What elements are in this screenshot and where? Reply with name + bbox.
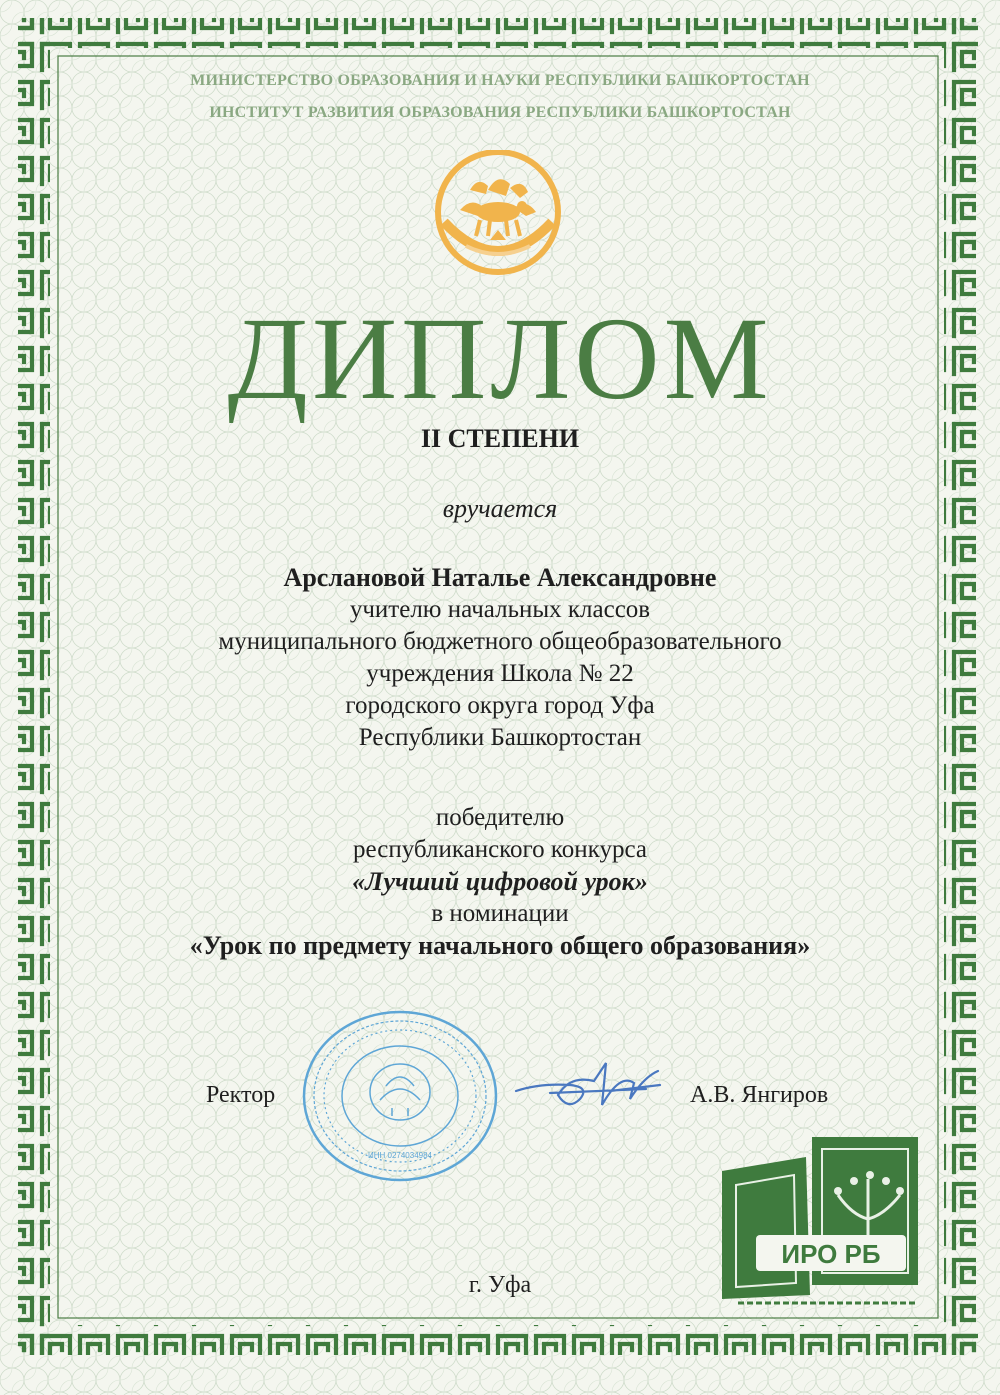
- signer-position: Ректор: [206, 1082, 276, 1108]
- diploma-title: ДИПЛОМ: [227, 293, 773, 424]
- signer-name: А.В. Янгиров: [690, 1082, 829, 1108]
- official-seal-icon: [300, 1008, 500, 1184]
- recipient-line: Республики Башкортостан: [358, 724, 642, 751]
- contest-label: республиканского конкурса: [353, 836, 647, 863]
- signature-icon: [510, 1055, 670, 1120]
- coat-of-arms-icon: [430, 150, 566, 280]
- recipient-line: муниципального бюджетного общеобразовательного: [218, 628, 782, 655]
- recipient-line: городского округа город Уфа: [345, 692, 655, 719]
- degree: II СТЕПЕНИ: [420, 424, 580, 453]
- nomination-intro: в номинации: [431, 900, 569, 927]
- institute-header: ИНСТИТУТ РАЗВИТИЯ ОБРАЗОВАНИЯ РЕСПУБЛИКИ БАШКОРТОСТАН: [209, 104, 791, 121]
- recipient-name: Арслановой Наталье Александровне: [283, 563, 717, 592]
- recipient-line: учреждения Школа № 22: [366, 660, 634, 687]
- contest-name: «Лучший цифровой урок»: [352, 867, 648, 896]
- ministry-header: МИНИСТЕРСТВО ОБРАЗОВАНИЯ И НАУКИ РЕСПУБЛИКИ БАШКОРТОСТАН: [190, 72, 810, 89]
- awarded-label: вручается: [442, 494, 558, 523]
- seal-number: ИНН 0274034984: [367, 1151, 433, 1160]
- nomination-name: «Урок по предмету начального общего образования»: [189, 931, 811, 960]
- recipient-block: [0, 562, 1000, 754]
- winner-label: победителю: [435, 804, 565, 831]
- city: г. Уфа: [468, 1272, 532, 1298]
- logo-lettering: ИРО РБ: [781, 1239, 881, 1269]
- award-block: [0, 802, 1000, 962]
- recipient-line: учителю начальных классов: [349, 596, 651, 623]
